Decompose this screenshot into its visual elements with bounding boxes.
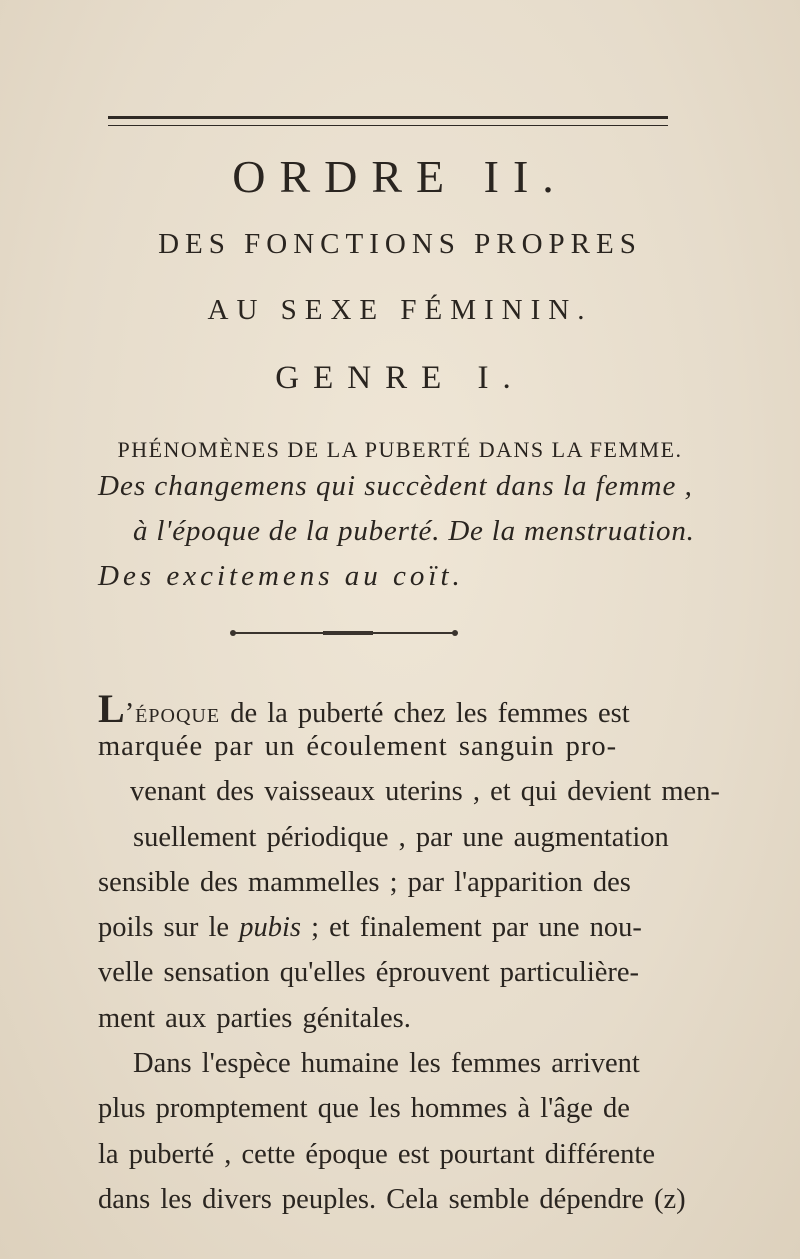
heading-genre: GENRE I. (275, 360, 525, 396)
paragraph-2-line-1: Dans l'espèce humaine les femmes arrivent (133, 1048, 640, 1079)
divider-dot-left (230, 630, 236, 636)
summary-line-1: Des changemens qui succèdent dans la femme , (98, 470, 693, 502)
line-text: ; et finalement par une nou- (300, 912, 642, 943)
heading-ordre: ORDRE II. (232, 151, 568, 202)
paragraph-1-line-8: ment aux parties génitales. (98, 1003, 411, 1034)
paragraph-1-line-5: sensible des mammelles ; par l'apparition des (98, 867, 631, 898)
summary-line-2: à l'époque de la puberté. De la menstruation. (133, 515, 695, 547)
smallcaps-word: ’époque (124, 698, 221, 729)
paragraph-2-line-3: la puberté , cette époque est pourtant différente (98, 1139, 655, 1170)
paragraph-1-line-3: venant des vaisseaux uterins , et qui devient men- (130, 776, 720, 807)
italic-word: pubis (239, 912, 301, 943)
line-text: de la puberté chez les femmes est (220, 698, 630, 729)
paragraph-1-line-2: marquée par un écoulement sanguin pro- (98, 731, 618, 762)
line-text: poils sur le (98, 912, 240, 943)
paragraph-2-line-2: plus promptement que les hommes à l'âge de (98, 1093, 630, 1124)
heading-fonctions: DES FONCTIONS PROPRES (158, 228, 642, 260)
top-rule (108, 116, 668, 126)
chapter-subtitle: PHÉNOMÈNES DE LA PUBERTÉ DANS LA FEMME. (117, 437, 683, 462)
summary-line-3: Des excitemens au coït. (98, 560, 464, 592)
heading-sexe: AU SEXE FÉMININ. (207, 294, 593, 326)
divider-dot-right (452, 630, 458, 636)
paragraph-1-line-7: velle sensation qu'elles éprouvent particulière- (98, 957, 640, 988)
ornamental-divider (233, 632, 455, 634)
drop-cap: L (98, 686, 125, 731)
divider-center-bar (323, 631, 373, 635)
paragraph-1-line-4: suellement périodique , par une augmentation (133, 822, 669, 853)
paragraph-1-line-6 (98, 912, 642, 944)
paragraph-2-line-4: dans les divers peuples. Cela semble dépendre (z) (98, 1184, 686, 1215)
paragraph-1-line-1 (98, 685, 630, 732)
